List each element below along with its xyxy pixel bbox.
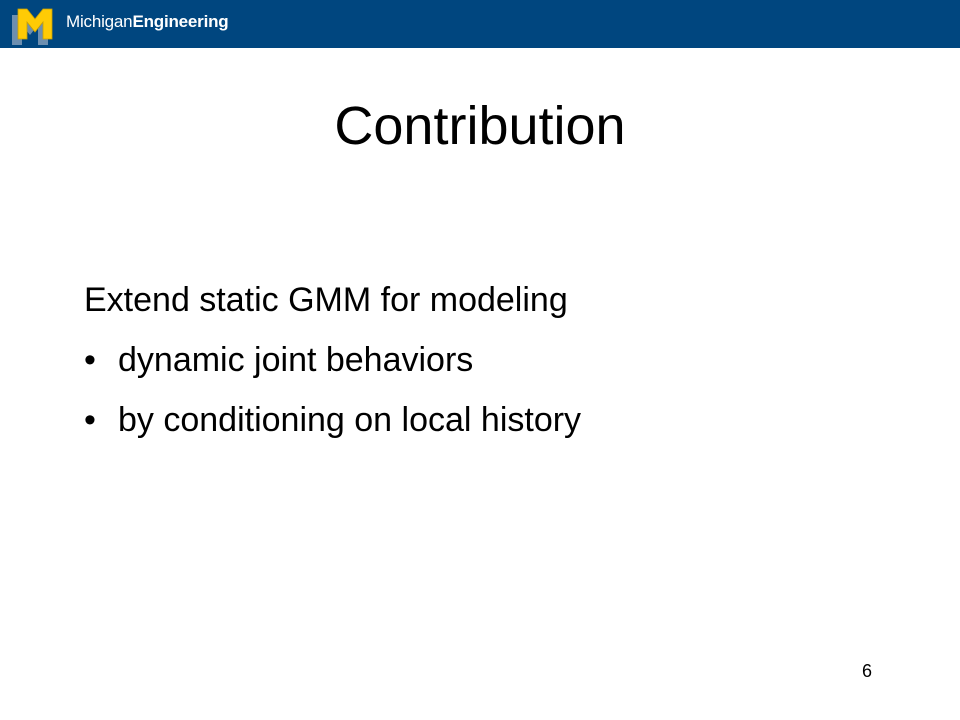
list-item <box>84 340 581 380</box>
slide-title: Contribution <box>334 96 626 156</box>
list-item <box>84 400 581 440</box>
page-number: 6 <box>862 661 873 681</box>
logo-wordmark <box>66 12 228 32</box>
logo-wordmark-bold: Engineering <box>132 12 229 31</box>
bullet-text: dynamic joint behaviors <box>118 341 474 379</box>
logo-wordmark-light: Michigan <box>66 12 133 31</box>
intro-text: Extend static GMM for modeling <box>84 281 568 319</box>
header-bar <box>0 0 960 48</box>
bullet-text: by conditioning on local history <box>118 401 582 439</box>
bullet-icon: • <box>84 401 96 439</box>
block-m-logo-icon <box>10 3 60 45</box>
bullet-icon: • <box>84 341 96 379</box>
bullet-list <box>84 340 581 460</box>
